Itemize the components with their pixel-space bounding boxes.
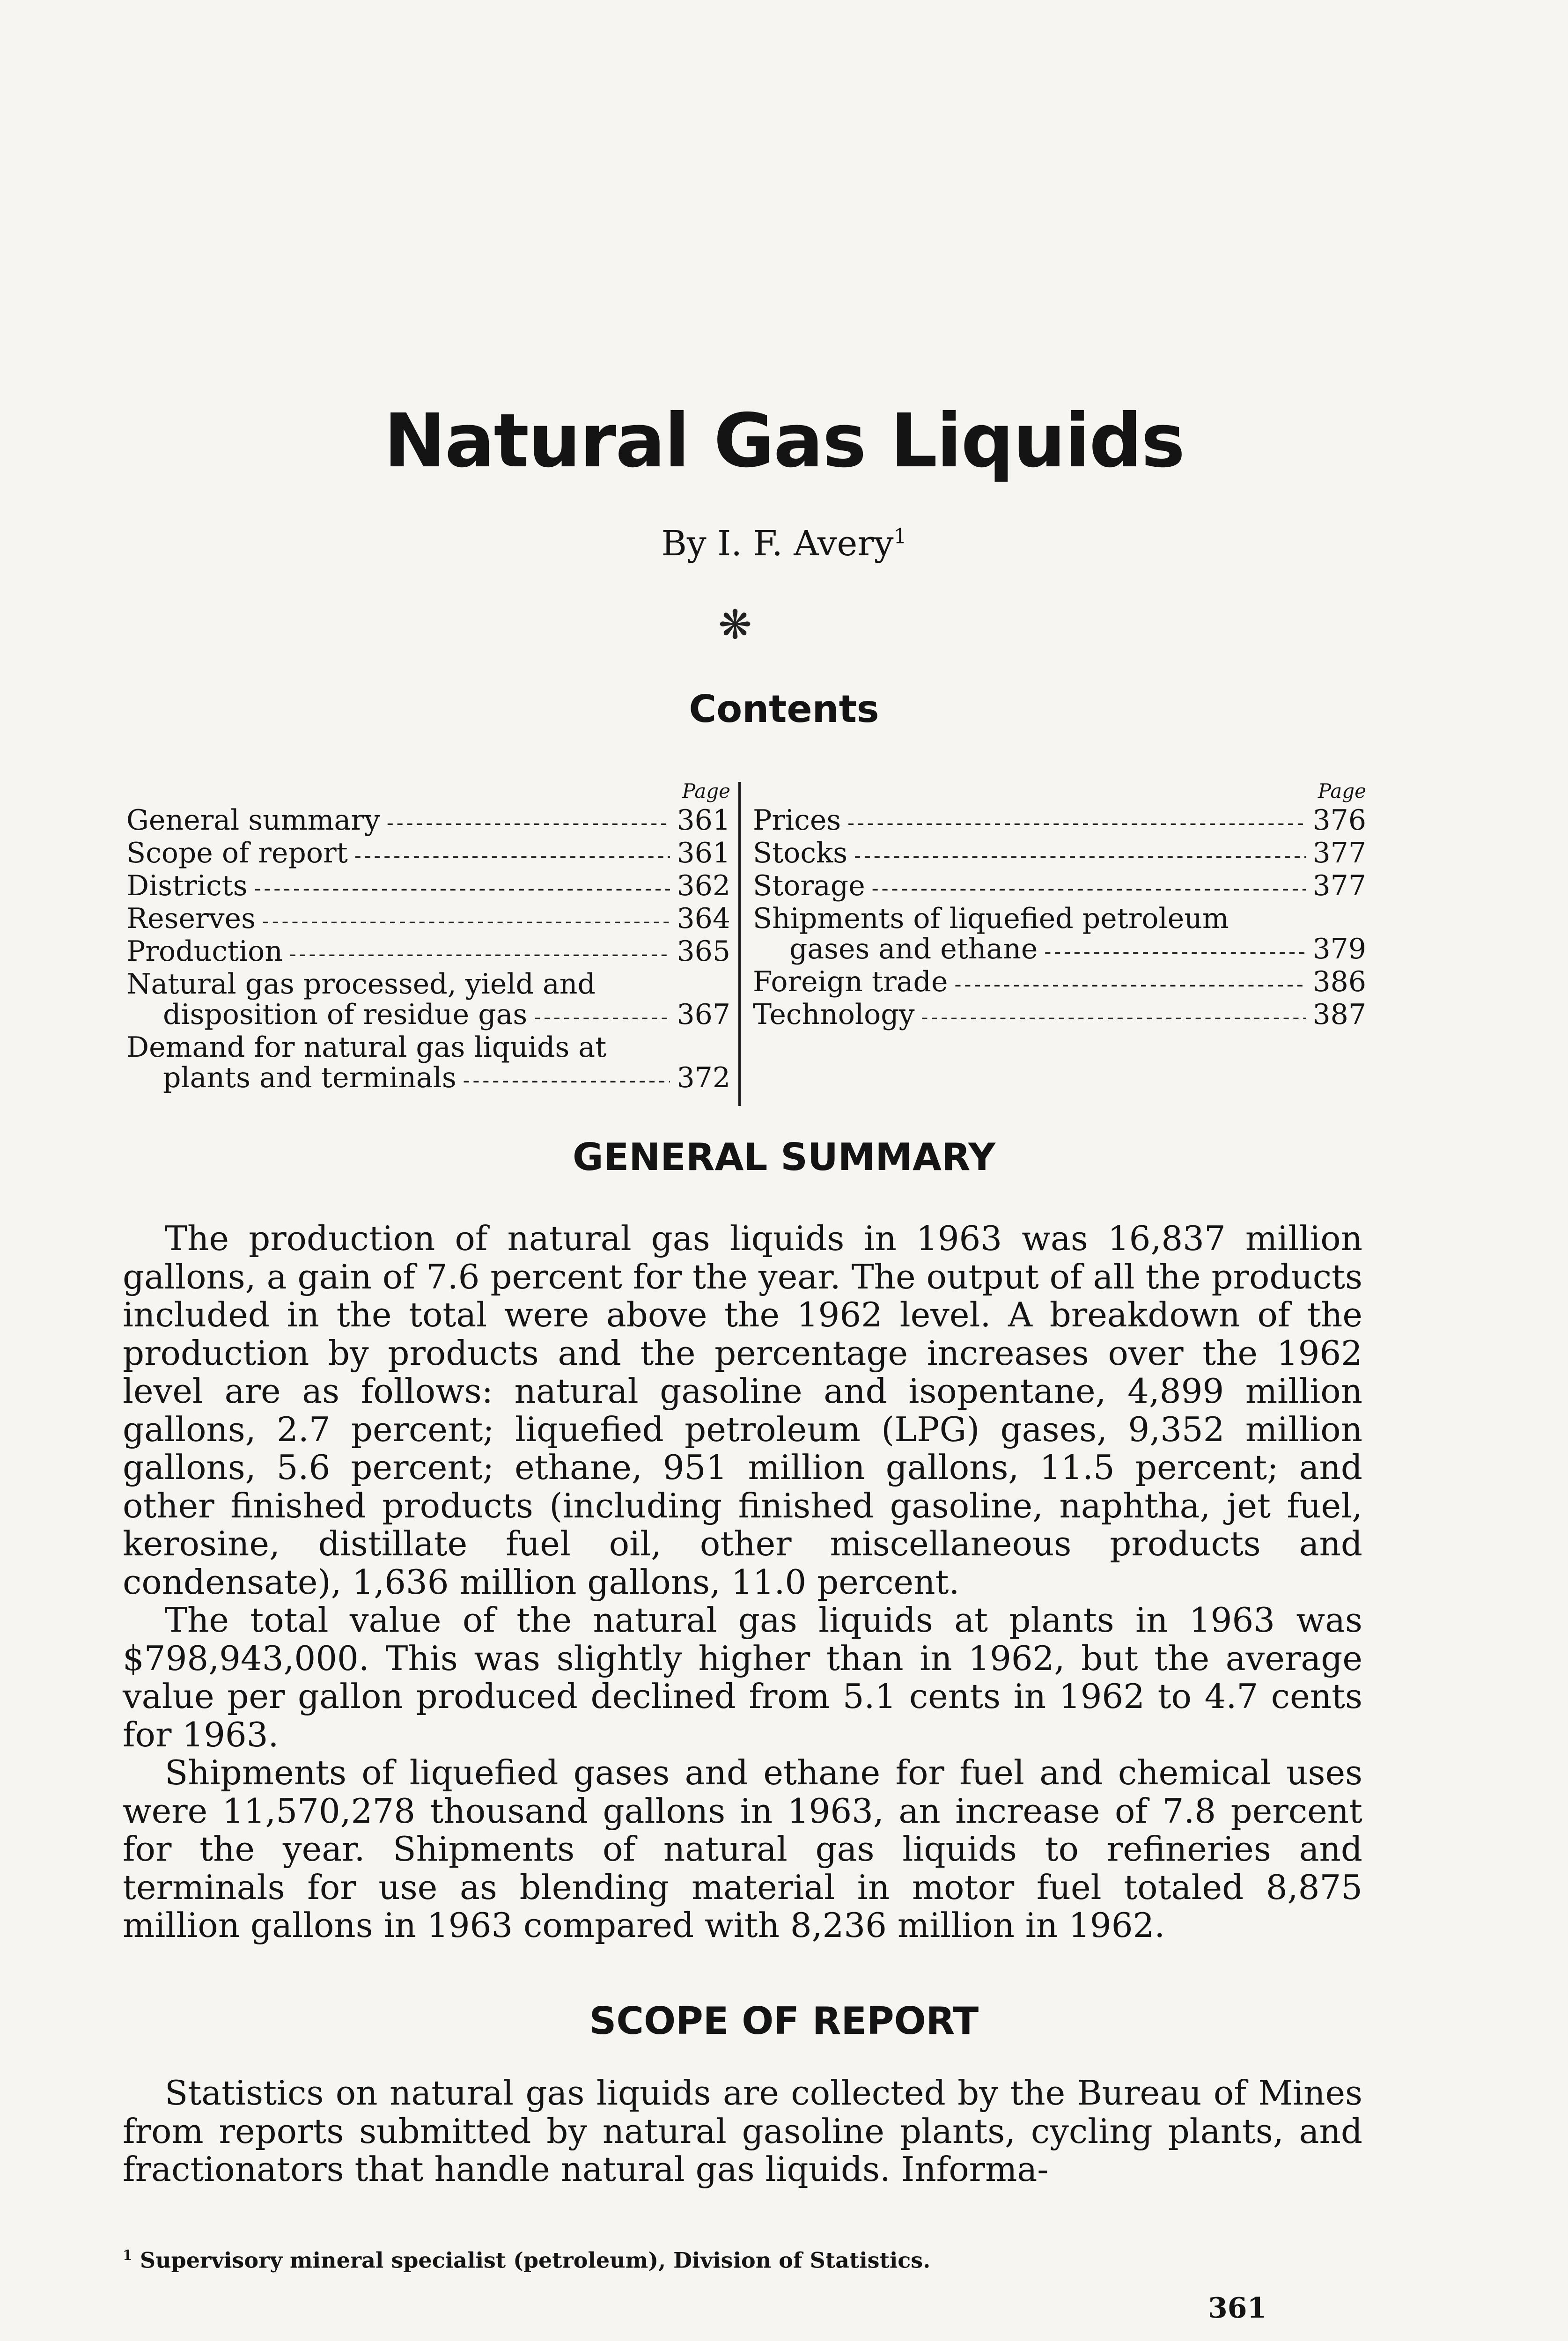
toc-entry-page: 372 [677,1061,730,1094]
contents-heading: Contents [689,687,879,731]
author-name: By I. F. Avery [661,523,894,564]
toc-entry-page: 387 [1312,998,1366,1031]
toc-entry [753,967,1366,1000]
toc-page-label: Page [1318,780,1366,802]
toc-entry [126,1000,730,1032]
paragraph: The production of natural gas liquids in 1963 was 16,837 million gallons, a gain of 7.6 percent for the year. The output of all the products included in the total were above the 1962 level. A breakdown of the production by products and the percentage increases over the 1962 level are as follows: natural gasoline and isopentane, 4,899 million gallons, 2.7 percent; liquefied petroleum (LPG) gases, 9,352 million gallons, 5.6 percent; ethane, 951 million gallons, 11.5 percent; and other finished products (including finished gasoline, naphtha, jet fuel, kerosine, distillate fuel oil, other miscellaneous products and condensate), 1,636 million gallons, 11.0 percent. [123,1219,1362,1602]
toc-entry-label: General summary [126,804,380,837]
toc-entry-label: Districts [126,869,248,902]
toc-entry [126,904,730,936]
toc-entry-label: gases and ethane [789,933,1038,965]
toc-entry-label: plants and terminals [163,1061,456,1094]
dot-leader [854,840,1306,871]
paragraph: Statistics on natural gas liquids are collected by the Bureau of Mines from reports submitted by natural gasoline plants, cycling plants, and fractionators that handle natural gas liquids. Informa- [123,2073,1362,2189]
toc-entry-page: 361 [677,804,730,837]
paragraph: Shipments of liquefied gases and ethane for fuel and chemical uses were 11,570,278 thousand gallons in 1963, an increase of 7.8 percent for the year. Shipments of natural gas liquids to refineries and terminals for use as blending material in motor fuel totaled 8,875 million gallons in 1963 compared with 8,236 million in 1962. [123,1753,1362,1945]
toc-entry-label: Reserves [126,902,256,935]
toc-column-divider [738,782,741,1106]
toc-entry-label: Technology [753,998,915,1031]
toc-entry-label: Foreign trade [753,965,948,998]
toc-entry [126,936,730,969]
dot-leader [872,873,1306,904]
toc-entry-first-line: Demand for natural gas liquids at [126,1031,607,1064]
dot-leader [921,1002,1306,1032]
dot-leader [387,808,670,838]
paragraph: The total value of the natural gas liquids at plants in 1963 was $798,943,000. This was slightly higher than in 1962, but the average value per gallon produced declined from 5.1 cents in 1962 to 4.7 cents for 1963. [123,1600,1362,1754]
dot-leader [354,840,670,871]
toc-entry-label: Stocks [753,837,848,869]
footnote-marker: 1 [123,2247,133,2264]
page-title: Natural Gas Liquids [383,398,1185,484]
dot-leader [262,906,670,936]
toc-entry [753,838,1366,871]
toc-entry-label: Production [126,935,283,968]
dot-leader [534,1002,670,1032]
toc-entry [753,934,1366,967]
page-number: 361 [1208,2292,1267,2325]
toc-entry [753,871,1366,904]
toc-entry-first-line: Shipments of liquefied petroleum [753,902,1229,935]
toc-entry-label: Prices [753,804,841,837]
toc-entry-page: 377 [1312,837,1366,869]
toc-entry [126,805,730,838]
ornament-icon: ❋ [718,602,752,648]
toc-left-column [126,777,730,1096]
toc-entry-page: 367 [677,998,730,1031]
toc-entry-page: 362 [677,869,730,902]
scope-of-report-body [123,2074,1362,2189]
toc-right-column [753,777,1366,1032]
dot-leader [1044,936,1306,967]
toc-entry-label: Storage [753,869,865,902]
dot-leader [289,939,670,969]
dot-leader [847,808,1306,838]
dot-leader [254,873,670,904]
dot-leader [954,969,1306,1000]
toc-entry-page: 379 [1312,933,1366,965]
general-summary-body [123,1220,1362,1945]
general-summary-heading: GENERAL SUMMARY [572,1135,996,1179]
toc-entry-page: 377 [1312,869,1366,902]
scope-of-report-heading: SCOPE OF REPORT [589,1999,979,2043]
byline [0,523,1568,564]
footnote-text: Supervisory mineral specialist (petroleum), Division of Statistics. [140,2247,931,2273]
footnote [123,2243,1246,2273]
toc-entry [126,1063,730,1096]
toc-entry-page: 386 [1312,965,1366,998]
toc-entry-label: Scope of report [126,837,348,869]
toc-entry-page: 376 [1312,804,1366,837]
toc-entry-page: 365 [677,935,730,968]
footnote-marker: 1 [893,524,907,549]
toc-entry [126,871,730,904]
toc-page-label: Page [682,780,730,802]
toc-entry [753,1000,1366,1032]
dot-leader [463,1065,670,1096]
toc-entry [753,805,1366,838]
toc-entry [126,838,730,871]
toc-entry-first-line: Natural gas processed, yield and [126,968,596,1001]
toc-entry-page: 361 [677,837,730,869]
toc-entry-page: 364 [677,902,730,935]
toc-entry-label: disposition of residue gas [163,998,528,1031]
